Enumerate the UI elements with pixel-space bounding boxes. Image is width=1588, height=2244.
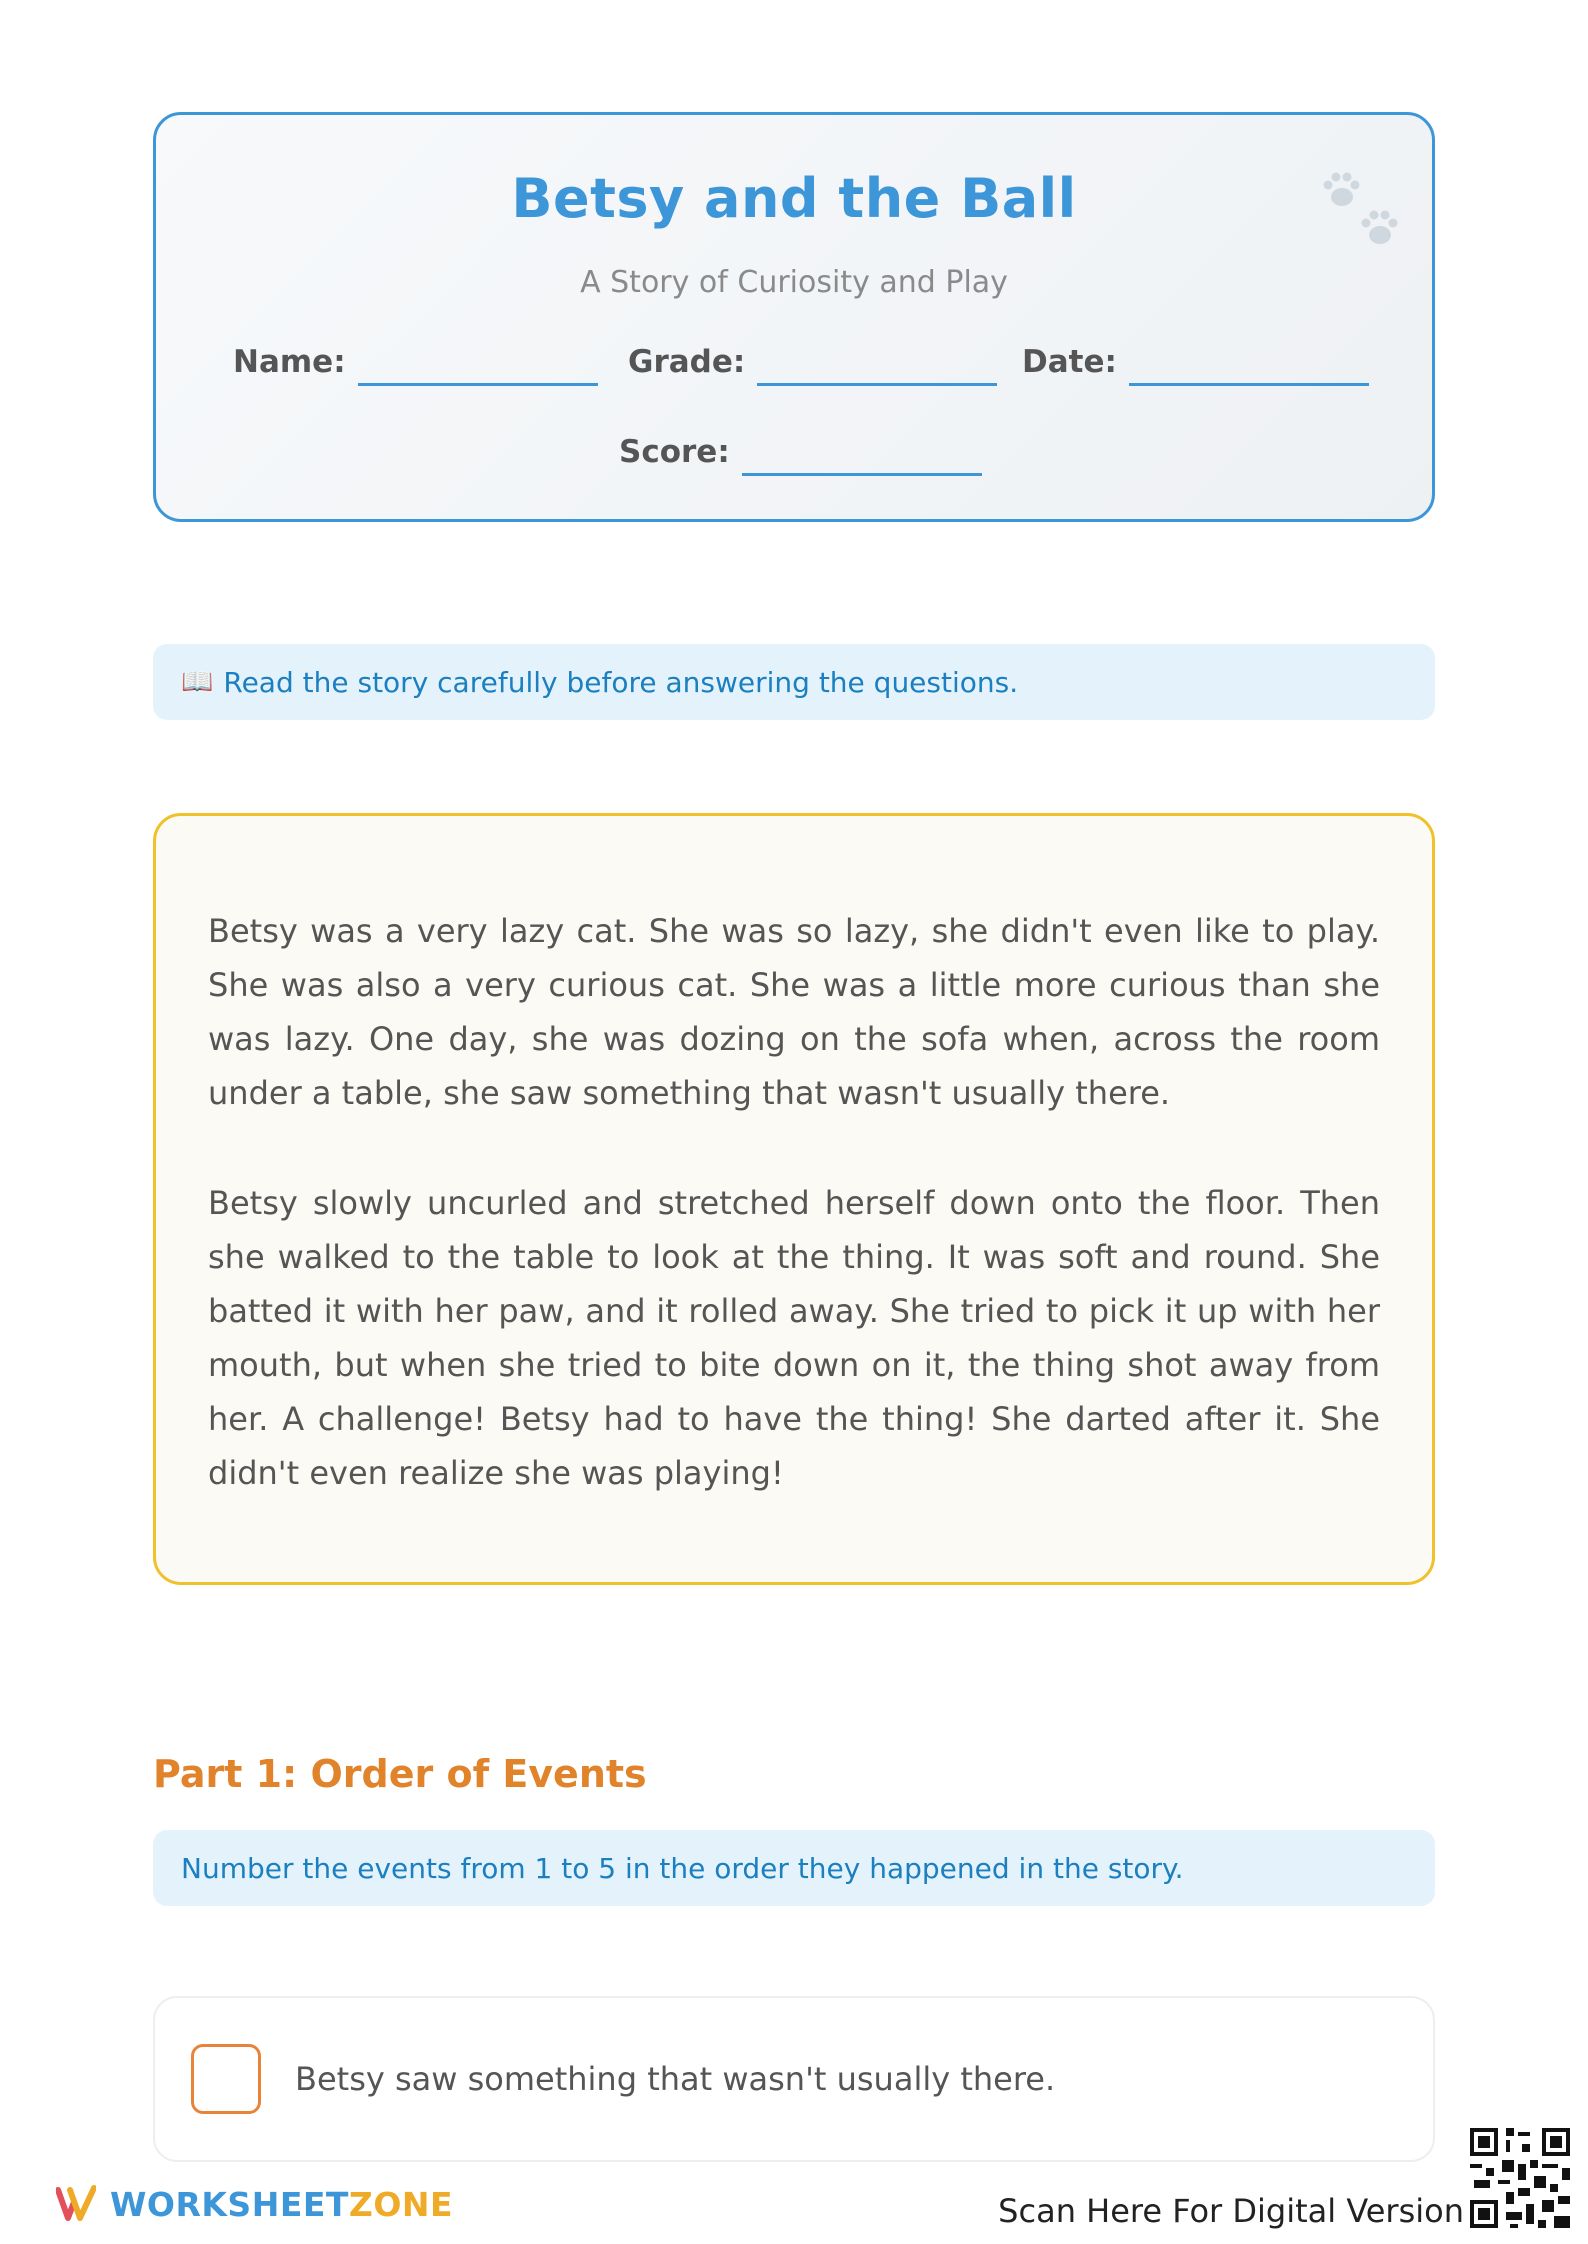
story-paragraph-2: Betsy slowly uncurled and stretched herself down onto the floor. Then she walked to the table to look at the thing. It was soft and round. She batted it with her paw, and it rolled away. She tried to pick it up with her mouth, but when she tried to bite down on it, the thing shot away from her. A challenge! Betsy had to have the thing! She darted after it. She didn't even realize she was playing! [208, 1184, 1380, 1492]
logo-text-worksheet: WORKSHEET [110, 2184, 349, 2224]
read-instruction-text: Read the story carefully before answering the questions. [223, 665, 1019, 699]
event-number-box[interactable] [191, 2044, 261, 2114]
name-label: Name: [233, 344, 346, 380]
logo-mark-icon [56, 2184, 96, 2224]
grade-line[interactable] [757, 383, 997, 386]
story-card [153, 813, 1435, 1585]
part-1-instruction-text: Number the events from 1 to 5 in the order they happened in the story. [181, 1851, 1184, 1885]
date-line[interactable] [1129, 383, 1369, 386]
name-field[interactable] [233, 344, 598, 380]
book-icon: 📖 [181, 667, 214, 697]
logo-text-zone: ZONE [348, 2184, 454, 2224]
grade-label: Grade: [628, 344, 746, 380]
story-paragraph-1: Betsy was a very lazy cat. She was so lazy, she didn't even like to play. She was also a very curious cat. She was a little more curious than she was lazy. One day, she was dozing on the sofa when, across the room under a table, she saw something that wasn't usually there. [208, 912, 1380, 1112]
score-label: Score: [619, 434, 730, 470]
date-field[interactable] [1022, 344, 1369, 380]
date-label: Date: [1022, 344, 1117, 380]
score-line[interactable] [742, 473, 982, 476]
page-title: Betsy and the Ball [511, 167, 1077, 230]
event-text: Betsy saw something that wasn't usually there. [295, 2060, 1056, 2098]
paw-print-icon [1314, 163, 1410, 259]
name-line[interactable] [358, 383, 598, 386]
part-1-title: Part 1: Order of Events [153, 1752, 647, 1796]
event-item [153, 1996, 1435, 2162]
grade-field[interactable] [628, 344, 997, 380]
worksheetzone-logo [56, 2184, 453, 2224]
score-field[interactable] [619, 434, 982, 470]
page-subtitle: A Story of Curiosity and Play [580, 265, 1008, 300]
header-card [153, 112, 1435, 522]
scan-text: Scan Here For Digital Version [998, 2192, 1464, 2230]
qr-code-icon[interactable] [1466, 2124, 1574, 2232]
part-1-instruction-bar [153, 1830, 1435, 1906]
read-instruction-bar [153, 644, 1435, 720]
